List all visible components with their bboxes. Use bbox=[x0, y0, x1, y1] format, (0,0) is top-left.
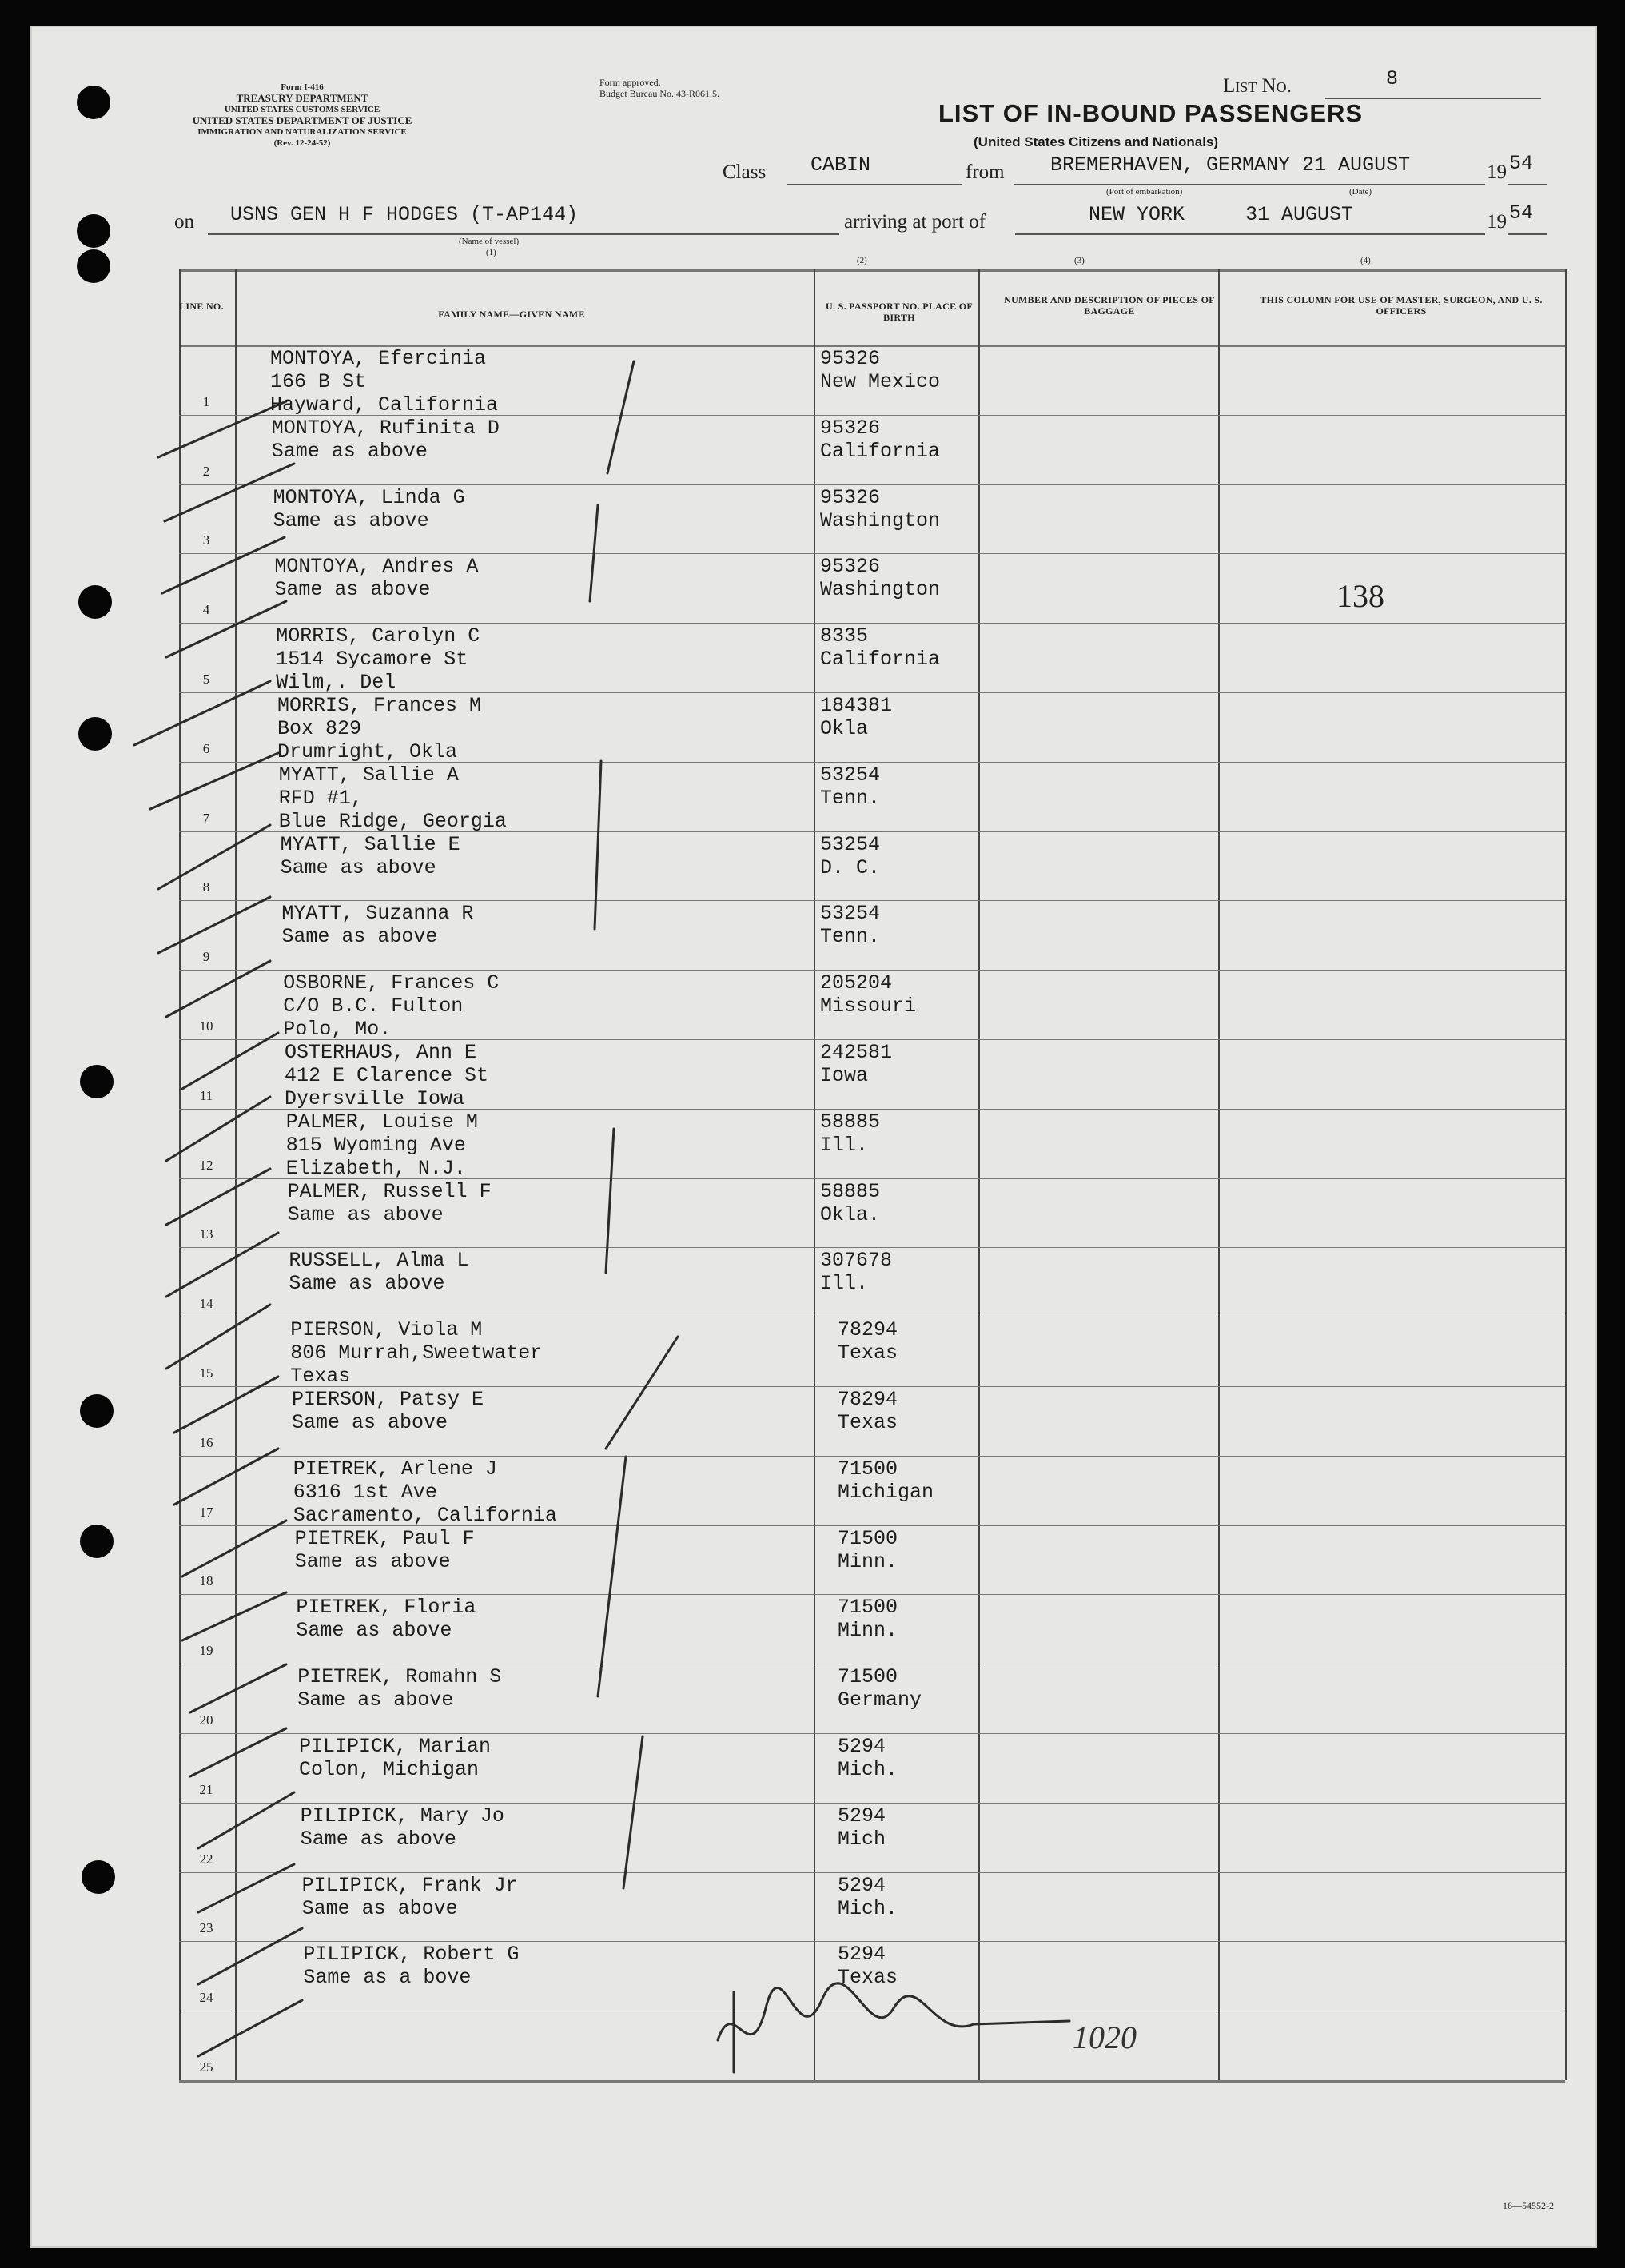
passenger-address: Same as above bbox=[301, 1896, 458, 1920]
line-number: 19 bbox=[199, 1643, 213, 1659]
page-subtitle: (United States Citizens and Nationals) bbox=[974, 134, 1219, 149]
passport-number: 95326 bbox=[820, 416, 881, 440]
col-num-2: (2) bbox=[857, 256, 867, 265]
passenger-address: Colon, Michigan bbox=[299, 1758, 480, 1781]
col-header-baggage: NUMBER AND DESCRIPTION OF PIECES OF BAGGAGE bbox=[1004, 294, 1215, 317]
place-of-birth: Germany bbox=[838, 1688, 922, 1712]
line-number: 6 bbox=[202, 740, 210, 756]
passenger-name: MONTOYA, Linda G bbox=[273, 485, 465, 509]
passenger-address: 1514 Sycamore St bbox=[276, 648, 468, 672]
line-number: 21 bbox=[199, 1781, 213, 1797]
passenger-name: PALMER, Louise M bbox=[285, 1110, 478, 1134]
passport-number: 71500 bbox=[838, 1665, 898, 1689]
list-no: 8 bbox=[1386, 67, 1399, 90]
line-number: 5 bbox=[202, 672, 210, 687]
passenger-address: Polo, Mo. bbox=[283, 1018, 392, 1042]
ins-service: IMMIGRATION AND NATURALIZATION SERVICE bbox=[197, 127, 407, 137]
passenger-name: PIETREK, Romahn S bbox=[297, 1665, 502, 1689]
place-of-birth: Ill. bbox=[820, 1133, 869, 1157]
place-of-birth: Minn. bbox=[838, 1619, 898, 1643]
place-of-birth: Minn. bbox=[838, 1549, 898, 1573]
from-value: BREMERHAVEN, GERMANY 21 AUGUST bbox=[1050, 153, 1411, 177]
place-of-birth: Okla bbox=[820, 717, 869, 740]
line-number: 16 bbox=[199, 1434, 213, 1450]
passport-number: 5294 bbox=[838, 1943, 886, 1967]
date-caption: (Date) bbox=[1349, 187, 1372, 197]
arrival-port: NEW YORK bbox=[1089, 203, 1185, 226]
passenger-name: OSTERHAUS, Ann E bbox=[285, 1041, 477, 1064]
print-code: 16—54552-2 bbox=[1503, 2200, 1554, 2211]
passenger-name: PILIPICK, Frank Jr bbox=[301, 1873, 518, 1897]
passport-number: 8335 bbox=[820, 624, 869, 648]
passport-number: 71500 bbox=[838, 1457, 898, 1481]
place-of-birth: D. C. bbox=[820, 855, 881, 879]
passenger-address: Box 829 bbox=[277, 717, 362, 740]
line-number: 15 bbox=[199, 1365, 213, 1381]
passport-number: 95326 bbox=[820, 347, 881, 370]
passport-number: 5294 bbox=[838, 1873, 886, 1897]
passenger-name: MONTOYA, Rufinita D bbox=[271, 416, 500, 440]
place-of-birth: Tenn. bbox=[820, 786, 881, 810]
vessel-caption: (Name of vessel) bbox=[459, 237, 520, 246]
place-of-birth: Mich bbox=[838, 1827, 886, 1851]
place-of-birth: California bbox=[820, 648, 941, 672]
passport-number: 95326 bbox=[820, 555, 881, 579]
passport-number: 53254 bbox=[820, 902, 881, 926]
passport-number: 205204 bbox=[820, 971, 893, 995]
pencil-marks bbox=[30, 26, 1597, 2248]
passenger-address: Same as a bove bbox=[303, 1966, 472, 1990]
passenger-name: MONTOYA, Andres A bbox=[274, 555, 479, 579]
col-header-line-no: LINE NO. bbox=[179, 301, 224, 312]
passenger-address: C/O B.C. Fulton bbox=[283, 994, 464, 1018]
line-number: 22 bbox=[199, 1851, 213, 1867]
customs-service: UNITED STATES CUSTOMS SERVICE bbox=[224, 105, 380, 114]
passenger-address: Dyersville Iowa bbox=[285, 1087, 465, 1110]
line-number: 1 bbox=[202, 393, 210, 409]
passenger-name: PIETREK, Paul F bbox=[294, 1526, 475, 1550]
passenger-address: 6316 1st Ave bbox=[293, 1480, 437, 1504]
place-of-birth: New Mexico bbox=[820, 370, 941, 393]
passenger-address: Same as above bbox=[281, 925, 438, 949]
passenger-address: Elizabeth, N.J. bbox=[285, 1156, 466, 1180]
line-number: 20 bbox=[199, 1712, 213, 1728]
year-prefix: 19 bbox=[1487, 161, 1507, 183]
line-number: 13 bbox=[199, 1226, 213, 1242]
passport-number: 53254 bbox=[820, 832, 881, 856]
passenger-address: Same as above bbox=[289, 1272, 445, 1296]
passenger-address: Same as above bbox=[297, 1688, 454, 1712]
passenger-address: Hayward, California bbox=[270, 393, 499, 417]
place-of-birth: Ill. bbox=[820, 1272, 869, 1296]
vessel-col-num: (1) bbox=[486, 248, 496, 257]
place-of-birth: Okla. bbox=[820, 1202, 881, 1226]
passenger-address: Same as above bbox=[271, 439, 428, 463]
passenger-address: Same as above bbox=[296, 1619, 452, 1643]
passenger-name: MORRIS, Frances M bbox=[277, 694, 482, 717]
passenger-name: PALMER, Russell F bbox=[287, 1179, 492, 1203]
line-number: 24 bbox=[199, 1990, 213, 2006]
passport-number: 184381 bbox=[820, 694, 893, 717]
passport-number: 58885 bbox=[820, 1110, 881, 1134]
passenger-address: Same as above bbox=[273, 508, 429, 532]
passenger-name: PILIPICK, Robert G bbox=[303, 1943, 520, 1967]
col-header-name: FAMILY NAME—GIVEN NAME bbox=[438, 309, 585, 320]
passenger-address: Same as above bbox=[300, 1827, 456, 1851]
revision: (Rev. 12-24-52) bbox=[273, 138, 331, 148]
place-of-birth: Iowa bbox=[820, 1064, 869, 1087]
on-label: on bbox=[174, 211, 194, 233]
col-num-4: (4) bbox=[1360, 256, 1371, 265]
form-approved: Form approved. bbox=[599, 77, 661, 88]
place-of-birth: Texas bbox=[838, 1341, 898, 1365]
place-of-birth: Texas bbox=[838, 1966, 898, 1990]
line-number: 3 bbox=[202, 532, 210, 548]
list-no-label: List No. bbox=[1223, 75, 1292, 97]
passenger-name: PIERSON, Viola M bbox=[290, 1318, 483, 1342]
justice-department: UNITED STATES DEPARTMENT OF JUSTICE bbox=[192, 114, 412, 126]
passport-number: 242581 bbox=[820, 1041, 893, 1064]
passenger-address: 806 Murrah,Sweetwater bbox=[290, 1341, 543, 1365]
place-of-birth: Mich. bbox=[838, 1758, 898, 1781]
passport-number: 5294 bbox=[838, 1735, 886, 1758]
line-number: 4 bbox=[202, 602, 210, 618]
passenger-name: RUSSELL, Alma L bbox=[289, 1249, 469, 1273]
col-header-officers: THIS COLUMN FOR USE OF MASTER, SURGEON, AND U. S. OFFICERS bbox=[1260, 294, 1543, 317]
line-number: 23 bbox=[199, 1920, 213, 1936]
place-of-birth: Missouri bbox=[820, 994, 917, 1018]
passport-number: 53254 bbox=[820, 763, 881, 787]
passenger-address: Drumright, Okla bbox=[277, 740, 458, 763]
passenger-address: Same as above bbox=[287, 1202, 444, 1226]
passenger-address: Same as above bbox=[294, 1549, 451, 1573]
line-number: 7 bbox=[202, 810, 210, 826]
budget-bureau: Budget Bureau No. 43-R061.5. bbox=[599, 88, 719, 99]
signature-note: 1020 bbox=[1073, 2019, 1137, 2055]
passenger-address: Wilm,. Del bbox=[276, 671, 396, 695]
passenger-address: 166 B St bbox=[270, 370, 367, 393]
line-number: 8 bbox=[202, 879, 210, 895]
passport-number: 307678 bbox=[820, 1249, 893, 1273]
arrival-year: 54 bbox=[1509, 201, 1534, 225]
place-of-birth: Texas bbox=[838, 1411, 898, 1434]
passenger-name: MYATT, Sallie A bbox=[278, 763, 459, 787]
line-number: 17 bbox=[199, 1504, 213, 1520]
line-number: 25 bbox=[199, 2059, 213, 2075]
class-label: Class bbox=[723, 161, 767, 183]
line-number: 2 bbox=[202, 463, 210, 479]
class-value: CABIN bbox=[811, 153, 871, 177]
passport-number: 95326 bbox=[820, 485, 881, 509]
arriving-label: arriving at port of bbox=[844, 211, 986, 233]
passport-number: 78294 bbox=[838, 1318, 898, 1342]
passenger-name: MYATT, Suzanna R bbox=[281, 902, 474, 926]
form-id: Form I-416 bbox=[281, 82, 324, 92]
arrival-date: 31 AUGUST bbox=[1245, 203, 1354, 226]
passenger-name: PIETREK, Floria bbox=[296, 1596, 476, 1620]
passenger-name: PILIPICK, Mary Jo bbox=[300, 1804, 504, 1828]
passenger-address: Sacramento, California bbox=[293, 1503, 557, 1527]
col-num-3: (3) bbox=[1074, 256, 1085, 265]
passenger-name: PIERSON, Patsy E bbox=[292, 1388, 484, 1411]
col-header-passport: U. S. PASSPORT NO. PLACE OF BIRTH bbox=[826, 301, 973, 323]
passport-number: 78294 bbox=[838, 1388, 898, 1411]
place-of-birth: California bbox=[820, 439, 941, 463]
passenger-name: PIETREK, Arlene J bbox=[293, 1457, 497, 1481]
place-of-birth: Tenn. bbox=[820, 925, 881, 949]
arrival-year-prefix: 19 bbox=[1487, 211, 1507, 233]
passenger-address: Same as above bbox=[280, 855, 436, 879]
officer-number: 138 bbox=[1336, 578, 1384, 614]
passenger-address: Texas bbox=[290, 1365, 351, 1389]
port-embark-caption: (Port of embarkation) bbox=[1106, 187, 1183, 197]
place-of-birth: Michigan bbox=[838, 1480, 934, 1504]
passenger-name: PILIPICK, Marian bbox=[299, 1735, 492, 1758]
line-number: 14 bbox=[199, 1296, 213, 1312]
line-number: 12 bbox=[199, 1157, 213, 1173]
passenger-address: 412 E Clarence St bbox=[285, 1064, 489, 1087]
passenger-name: MONTOYA, Efercinia bbox=[270, 347, 487, 370]
line-number: 11 bbox=[199, 1087, 213, 1103]
passenger-name: MORRIS, Carolyn C bbox=[276, 624, 480, 648]
passenger-address: Same as above bbox=[274, 578, 431, 602]
passenger-name: MYATT, Sallie E bbox=[280, 832, 460, 856]
line-number: 9 bbox=[202, 949, 210, 965]
line-number: 18 bbox=[199, 1573, 213, 1589]
page-title: LIST OF IN-BOUND PASSENGERS bbox=[938, 99, 1364, 127]
passport-number: 71500 bbox=[838, 1526, 898, 1550]
passenger-address: RFD #1, bbox=[278, 786, 363, 810]
passenger-address: Blue Ridge, Georgia bbox=[278, 809, 507, 833]
place-of-birth: Mich. bbox=[838, 1896, 898, 1920]
treasury-department: TREASURY DEPARTMENT bbox=[236, 92, 368, 104]
year-value: 54 bbox=[1509, 152, 1534, 175]
passport-number: 5294 bbox=[838, 1804, 886, 1828]
vessel-name: USNS GEN H F HODGES (T-AP144) bbox=[230, 203, 579, 226]
manifest-page bbox=[30, 26, 1597, 2248]
from-label: from bbox=[966, 161, 1005, 183]
place-of-birth: Washington bbox=[820, 508, 941, 532]
passport-number: 58885 bbox=[820, 1179, 881, 1203]
line-number: 10 bbox=[199, 1018, 213, 1034]
passenger-address: 815 Wyoming Ave bbox=[285, 1133, 466, 1157]
passenger-name: OSBORNE, Frances C bbox=[283, 971, 500, 995]
place-of-birth: Washington bbox=[820, 578, 941, 602]
passport-number: 71500 bbox=[838, 1596, 898, 1620]
passenger-address: Same as above bbox=[292, 1411, 448, 1434]
